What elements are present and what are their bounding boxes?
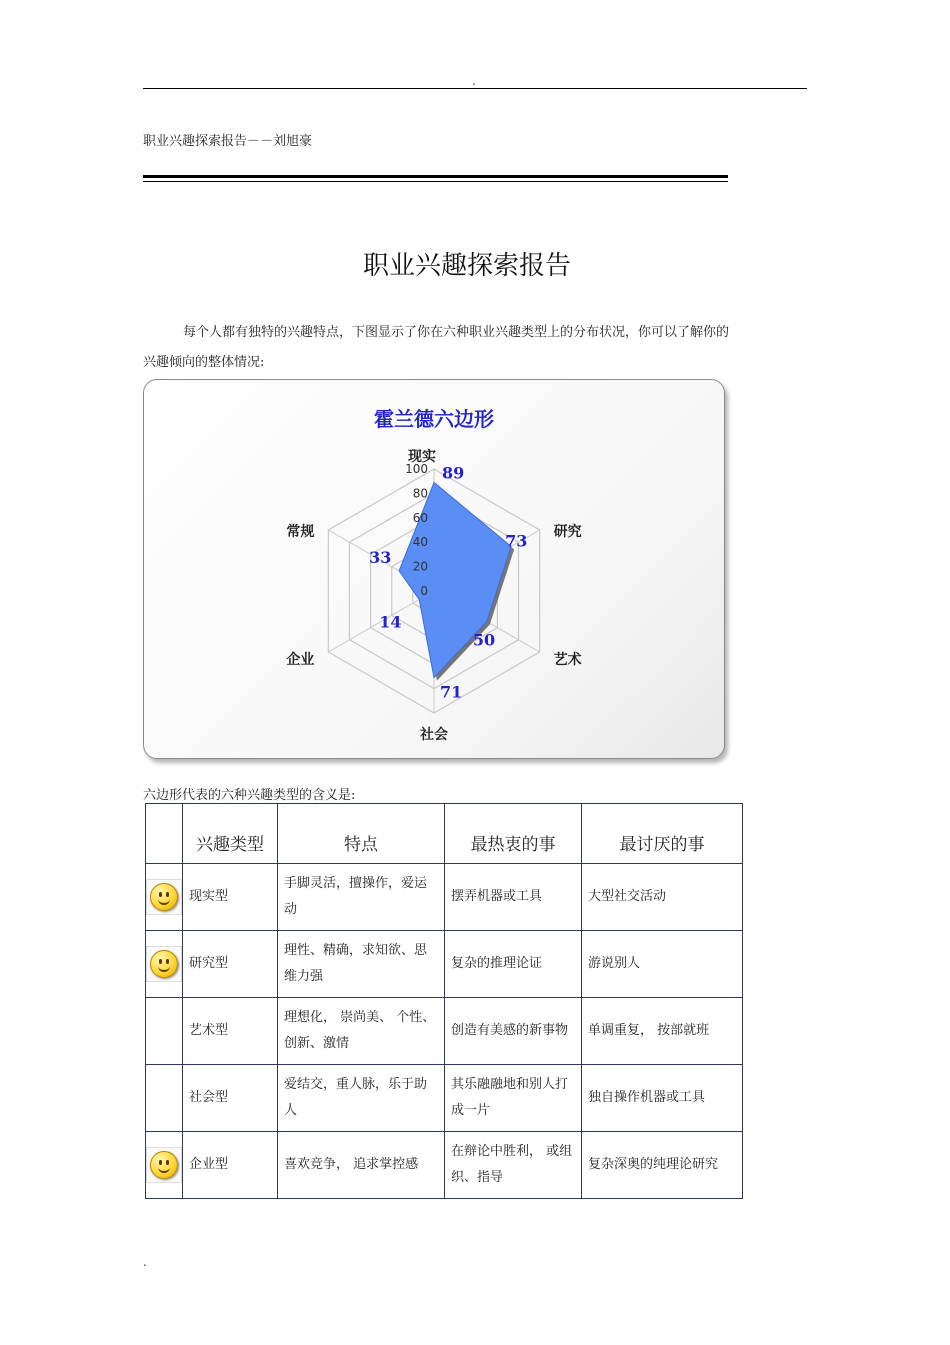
row-feature: 喜欢竞争， 追求掌控感 (278, 1132, 445, 1199)
scale-tick-100: 100 (405, 462, 428, 476)
table-row (146, 1132, 743, 1199)
header-icon-col (146, 804, 183, 864)
header-report-title: 职业兴趣探索报告－－刘旭豪 (143, 134, 313, 149)
value-label-3: 71 (440, 682, 463, 702)
header-love: 最热衷的事 (445, 804, 582, 864)
footer-dot: . (143, 1255, 147, 1269)
row-love: 创造有美感的新事物 (445, 998, 582, 1065)
smiley-icon (146, 946, 182, 982)
axis-label-3: 社会 (420, 727, 448, 743)
axis-label-1: 研究 (553, 524, 582, 540)
row-feature: 爱结交，重人脉，乐于助人 (278, 1065, 445, 1132)
divider-thin (143, 181, 728, 182)
interest-types-table (145, 803, 743, 1199)
row-type: 现实型 (183, 864, 278, 931)
holland-hexagon-chart (143, 379, 725, 759)
row-love: 复杂的推理论证 (445, 931, 582, 998)
value-label-0: 89 (442, 463, 465, 483)
radar-svg (144, 380, 724, 758)
table-row (146, 998, 743, 1065)
scale-tick-0: 0 (420, 584, 428, 598)
row-type: 艺术型 (183, 998, 278, 1065)
divider-thick (143, 175, 728, 178)
header-feature: 特点 (278, 804, 445, 864)
row-love: 在辩论中胜利， 或组织、指导 (445, 1132, 582, 1199)
row-hate: 复杂深奥的纯理论研究 (582, 1132, 743, 1199)
row-feature: 手脚灵活，擅操作，爱运动 (278, 864, 445, 931)
scale-tick-80: 80 (412, 486, 428, 501)
value-label-2: 50 (472, 630, 496, 650)
row-icon-cell (146, 931, 183, 998)
table-row (146, 931, 743, 998)
intro-paragraph: 每个人都有独特的兴趣特点，下图显示了你在六种职业兴趣类型上的分布状况，你可以了解你的兴趣倾向的整体情况: (143, 325, 730, 370)
scale-tick-20: 20 (412, 559, 428, 574)
row-hate: 大型社交活动 (582, 864, 743, 931)
row-feature: 理性、精确，求知欲、思维力强 (278, 931, 445, 998)
axis-label-2: 艺术 (553, 652, 582, 668)
table-row (146, 864, 743, 931)
header-hate: 最讨厌的事 (582, 804, 743, 864)
value-label-5: 33 (369, 547, 392, 567)
table-row (146, 1065, 743, 1132)
row-hate: 游说别人 (582, 931, 743, 998)
header-dot: . (472, 74, 476, 88)
header-rule (143, 88, 807, 89)
scale-tick-40: 40 (412, 535, 428, 550)
table-caption: 六边形代表的六种兴趣类型的含义是: (143, 788, 356, 803)
page-title: 职业兴趣探索报告 (362, 251, 571, 281)
row-icon-cell (146, 998, 183, 1065)
smiley-icon (146, 1147, 182, 1183)
row-feature: 理想化， 崇尚美、 个性、创新、激情 (278, 998, 445, 1065)
value-label-1: 73 (505, 531, 528, 551)
row-icon-cell (146, 1132, 183, 1199)
scale-tick-60: 60 (412, 510, 428, 525)
row-type: 研究型 (183, 931, 278, 998)
axis-label-5: 常规 (286, 524, 315, 540)
row-icon-cell (146, 1065, 183, 1132)
table-header-row (146, 804, 743, 864)
axis-label-0: 现实 (408, 449, 436, 465)
smiley-icon (146, 879, 182, 915)
row-love: 其乐融融地和别人打成一片 (445, 1065, 582, 1132)
row-type: 企业型 (183, 1132, 278, 1199)
chart-title: 霍兰德六边形 (374, 407, 494, 431)
row-love: 摆弄机器或工具 (445, 864, 582, 931)
row-hate: 单调重复， 按部就班 (582, 998, 743, 1065)
header-type: 兴趣类型 (183, 804, 278, 864)
row-icon-cell (146, 864, 183, 931)
row-type: 社会型 (183, 1065, 278, 1132)
axis-label-4: 企业 (286, 652, 315, 668)
row-hate: 独自操作机器或工具 (582, 1065, 743, 1132)
value-label-4: 14 (379, 612, 402, 632)
